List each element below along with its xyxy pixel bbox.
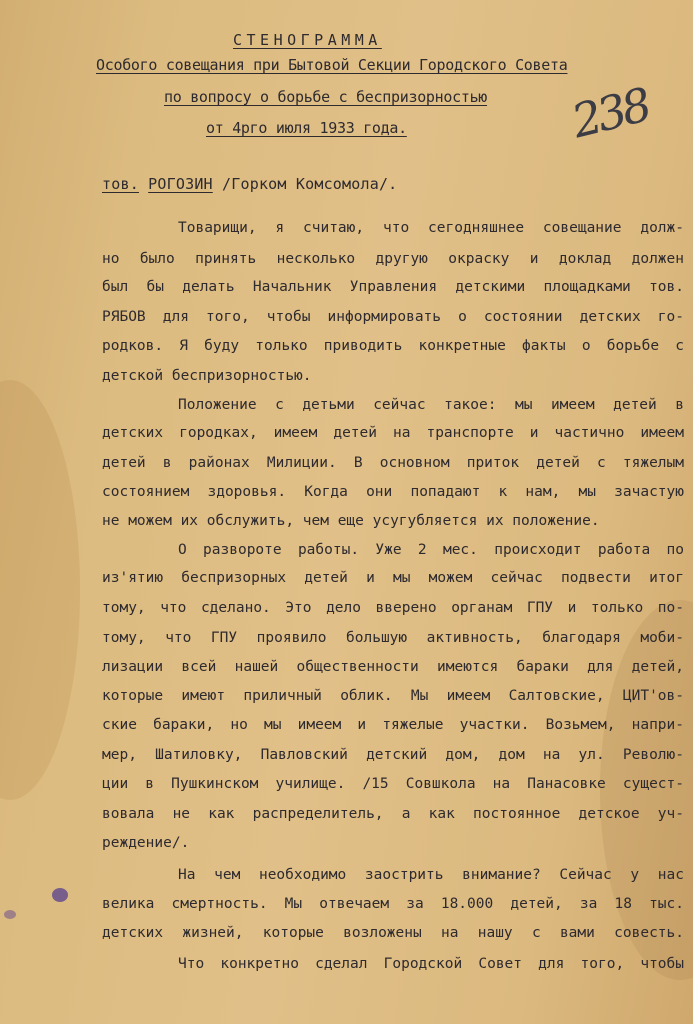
speaker-affiliation: /Горком Комсомола/.: [222, 175, 398, 193]
body-line: лизации всей нашей общественности имеются бараки для детей,: [102, 659, 684, 675]
body-line: О развороте работы. Уже 2 мес. происходит работа по: [178, 542, 684, 558]
body-line: Товарищи, я считаю, что сегодняшнее совещание долж-: [178, 220, 684, 236]
speaker-name: РОГОЗИН: [148, 175, 213, 193]
body-line: но было принять несколько другую окраску и доклад должен: [102, 251, 684, 267]
body-line: ские бараки, но мы имеем и тяжелые участки. Возьмем, напри-: [102, 717, 684, 733]
body-line: детских жизней, которые возложены на нашу с вами совесть.: [102, 925, 684, 941]
body-line: На чем необходимо заострить внимание? Сейчас у нас: [178, 867, 684, 883]
body-line: Положение с детьми сейчас такое: мы имеем детей в: [178, 397, 684, 413]
paper-stain: [0, 380, 80, 800]
body-line: Что конкретно сделал Городской Совет для того, чтобы: [178, 956, 684, 972]
ink-blot: [52, 888, 68, 902]
body-line: из'ятию беспризорных детей и мы можем сейчас подвести итог: [102, 570, 684, 586]
body-line: тому, что сделано. Это дело вверено органам ГПУ и только по-: [102, 600, 684, 616]
body-line: состоянием здоровья. Когда они попадают к нам, мы зачастую: [102, 484, 684, 500]
body-line: был бы делать Начальник Управления детскими площадками тов.: [102, 279, 684, 295]
body-line: реждение/.: [102, 835, 190, 851]
handwritten-archive-number: 238: [566, 77, 654, 149]
body-line: не можем их обслужить, чем еще усугубляется их положение.: [102, 513, 600, 529]
speaker-line: [102, 175, 397, 193]
body-line: детей в районах Милиции. В основном приток детей с тяжелым: [102, 455, 684, 471]
body-line: мер, Шатиловку, Павловский детский дом, дом на ул. Револю-: [102, 747, 684, 763]
heading-line-1: Особого совещания при Бытовой Секции Городского Совета: [96, 56, 568, 74]
body-line: которые имеют приличный облик. Мы имеем Салтовские, ЦИТ'ов-: [102, 688, 684, 704]
speaker-prefix: тов.: [102, 175, 139, 193]
body-line: детской беспризорностью.: [102, 368, 312, 384]
body-line: вовала не как распределитель, а как постоянное детское уч-: [102, 806, 684, 822]
document-title: СТЕНОГРАММА: [233, 31, 382, 49]
body-line: ции в Пушкинском училище. /15 Совшкола на Панасовке сущест-: [102, 776, 684, 792]
body-line: тому, что ГПУ проявило большую активность, благодаря моби-: [102, 630, 684, 646]
body-line: велика смертность. Мы отвечаем за 18.000 детей, за 18 тыс.: [102, 896, 684, 912]
heading-line-2: по вопросу о борьбе с беспризорностью: [164, 88, 488, 106]
body-line: РЯБОВ для того, чтобы информировать о состоянии детских го-: [102, 309, 684, 325]
heading-line-3: от 4рго июля 1933 года.: [206, 119, 407, 137]
body-line: родков. Я буду только приводить конкретные факты о борьбе с: [102, 338, 684, 354]
body-line: детских городках, имеем детей на транспорте и частично имеем: [102, 425, 684, 441]
ink-blot: [4, 910, 16, 919]
